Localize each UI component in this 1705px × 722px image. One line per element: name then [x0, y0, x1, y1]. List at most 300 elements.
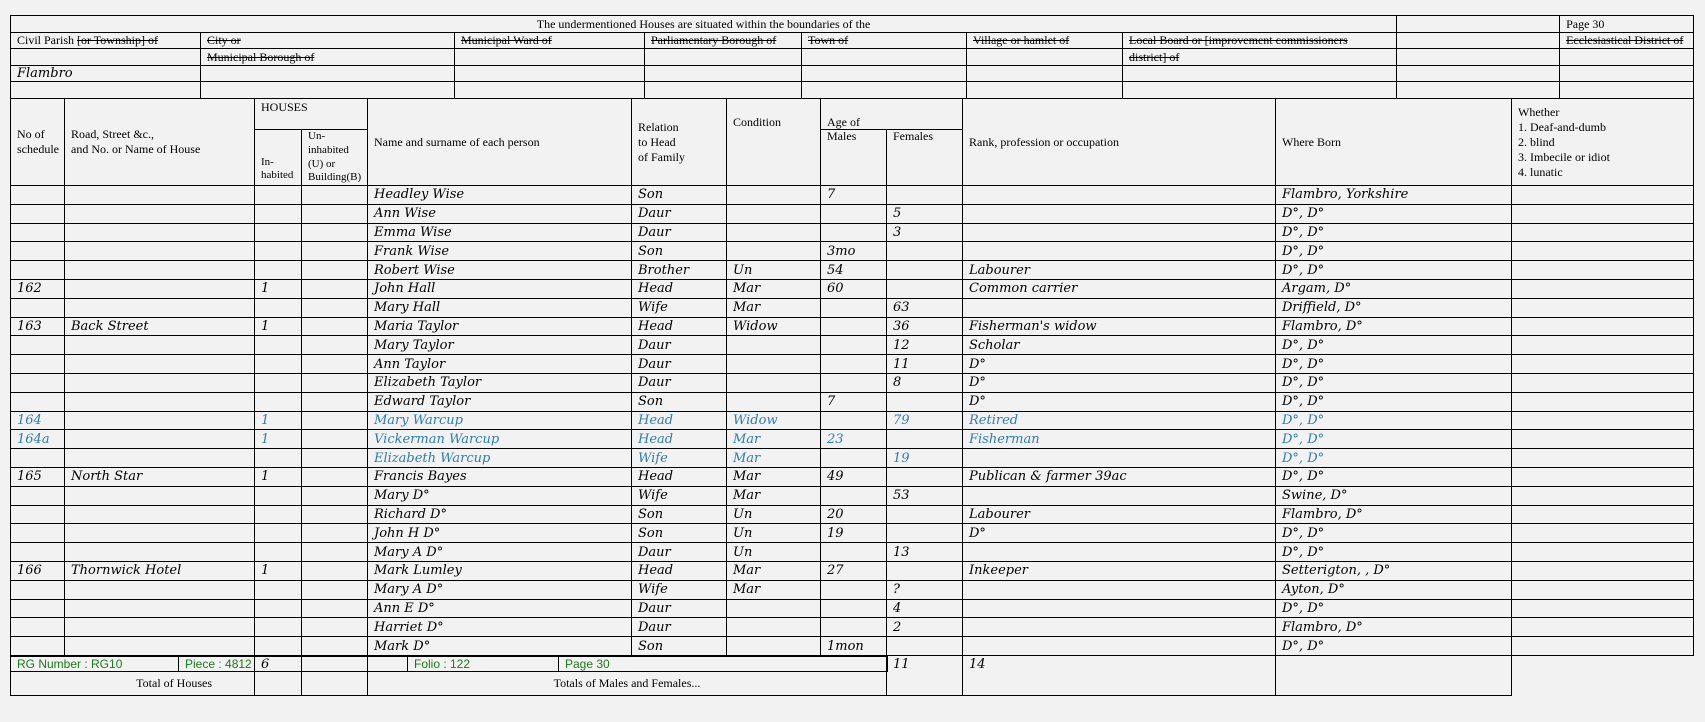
table-row — [11, 279, 1694, 298]
female-age-cell: 13 — [887, 543, 963, 562]
schedule-cell — [11, 449, 65, 468]
condition-cell: Mar — [727, 449, 821, 468]
blank-cell — [1560, 65, 1694, 82]
blank-cell — [1512, 655, 1694, 695]
road-cell — [65, 411, 255, 430]
condition-cell — [727, 618, 821, 637]
col-born-header: Where Born — [1276, 99, 1512, 186]
uninhabited-cell — [302, 599, 368, 618]
inhabited-cell — [255, 336, 302, 355]
table-row — [11, 580, 1694, 599]
inhabited-cell: 1 — [255, 279, 302, 298]
inhabited-cell — [255, 298, 302, 317]
occupation-cell — [963, 599, 1276, 618]
local-board-label: Local Board or [improvement commissioners — [1123, 32, 1397, 49]
female-age-cell — [887, 430, 963, 449]
birthplace-cell: D°, D° — [1276, 336, 1512, 355]
table-row — [11, 449, 1694, 468]
person-name: Vickerman Warcup — [368, 430, 632, 449]
condition-cell — [727, 204, 821, 223]
municipal-borough-label: Municipal Borough of — [201, 49, 455, 66]
table-row — [11, 599, 1694, 618]
female-age-cell: 36 — [887, 317, 963, 336]
person-name: John Hall — [368, 279, 632, 298]
footer-page-number: Page 30 — [559, 657, 888, 672]
table-row — [11, 486, 1694, 505]
condition-cell: Widow — [727, 317, 821, 336]
municipal-ward-label: Municipal Ward of — [455, 32, 645, 49]
schedule-cell — [11, 336, 65, 355]
relation-cell: Daur — [632, 336, 727, 355]
blank-cell — [645, 82, 802, 99]
condition-cell — [727, 186, 821, 205]
inhabited-cell — [255, 242, 302, 261]
occupation-cell — [963, 186, 1276, 205]
condition-cell: Un — [727, 261, 821, 280]
col-condition-header: Condition — [727, 99, 821, 186]
male-age-cell: 23 — [821, 430, 887, 449]
occupation-cell: Fisherman's widow — [963, 317, 1276, 336]
birthplace-cell: Argam, D° — [1276, 279, 1512, 298]
relation-cell: Daur — [632, 355, 727, 374]
condition-cell: Mar — [727, 430, 821, 449]
uninhabited-cell — [302, 336, 368, 355]
birthplace-cell: Flambro, D° — [1276, 505, 1512, 524]
blank-cell — [11, 49, 201, 66]
disability-cell — [1512, 449, 1694, 468]
female-age-cell — [887, 186, 963, 205]
inhabited-cell — [255, 373, 302, 392]
relation-cell: Daur — [632, 223, 727, 242]
page-number: Page 30 — [1560, 16, 1694, 33]
table-row — [11, 618, 1694, 637]
road-cell — [65, 637, 255, 656]
blank-cell — [645, 65, 802, 82]
female-age-cell: 2 — [887, 618, 963, 637]
birthplace-cell: Driffield, D° — [1276, 298, 1512, 317]
person-name: Elizabeth Taylor — [368, 373, 632, 392]
table-row — [11, 317, 1694, 336]
inhabited-cell — [255, 580, 302, 599]
road-cell — [65, 543, 255, 562]
female-age-cell — [887, 467, 963, 486]
table-row — [11, 204, 1694, 223]
male-age-cell: 7 — [821, 392, 887, 411]
road-cell — [65, 599, 255, 618]
road-cell — [65, 430, 255, 449]
road-cell: North Star — [65, 467, 255, 486]
occupation-cell: D° — [963, 373, 1276, 392]
total-mf-label: Totals of Males and Females... — [368, 655, 887, 695]
female-age-cell: 12 — [887, 336, 963, 355]
person-name: Mary D° — [368, 486, 632, 505]
person-name: Harriet D° — [368, 618, 632, 637]
inhabited-cell: 1 — [255, 561, 302, 580]
table-row — [11, 223, 1694, 242]
uninhabited-cell — [302, 279, 368, 298]
relation-cell: Wife — [632, 449, 727, 468]
disability-cell — [1512, 543, 1694, 562]
blank-cell — [802, 49, 967, 66]
male-age-cell — [821, 599, 887, 618]
female-age-cell — [887, 392, 963, 411]
person-name: Mark Lumley — [368, 561, 632, 580]
col-road-header: Road, Street &c., and No. or Name of House — [65, 99, 255, 186]
relation-cell: Wife — [632, 486, 727, 505]
birthplace-cell: Flambro, Yorkshire — [1276, 186, 1512, 205]
road-cell — [65, 261, 255, 280]
blank-cell — [11, 82, 201, 99]
schedule-cell — [11, 524, 65, 543]
uninhabited-cell — [302, 204, 368, 223]
relation-cell: Wife — [632, 298, 727, 317]
uninhabited-cell — [302, 242, 368, 261]
birthplace-cell: D°, D° — [1276, 223, 1512, 242]
birthplace-cell: Flambro, D° — [1276, 618, 1512, 637]
col-uninhabited-header: Un- inhabited (U) or Building(B) — [302, 130, 368, 186]
birthplace-cell: D°, D° — [1276, 599, 1512, 618]
person-name: Francis Bayes — [368, 467, 632, 486]
col-schedule-header: No of schedule — [11, 99, 65, 186]
uninhabited-cell — [302, 524, 368, 543]
birthplace-cell: Ayton, D° — [1276, 580, 1512, 599]
road-cell — [65, 618, 255, 637]
relation-cell: Head — [632, 317, 727, 336]
occupation-cell — [963, 204, 1276, 223]
female-age-cell: 4 — [887, 599, 963, 618]
condition-cell: Mar — [727, 580, 821, 599]
occupation-cell — [963, 223, 1276, 242]
occupation-cell: D° — [963, 355, 1276, 374]
disability-cell — [1512, 505, 1694, 524]
disability-cell — [1512, 298, 1694, 317]
disability-cell — [1512, 599, 1694, 618]
occupation-cell: D° — [963, 524, 1276, 543]
schedule-cell — [11, 599, 65, 618]
road-cell — [65, 449, 255, 468]
inhabited-cell — [255, 261, 302, 280]
blank-cell — [645, 49, 802, 66]
road-cell — [65, 580, 255, 599]
occupation-cell — [963, 637, 1276, 656]
person-name: Mary A D° — [368, 543, 632, 562]
blank-cell — [1560, 49, 1694, 66]
blank-cell — [1560, 82, 1694, 99]
uninhabited-cell — [302, 261, 368, 280]
schedule-cell: 166 — [11, 561, 65, 580]
schedule-cell: 164 — [11, 411, 65, 430]
condition-cell: Mar — [727, 298, 821, 317]
ecclesiastical-district-label: Ecclesiastical District of — [1560, 32, 1694, 49]
male-age-cell — [821, 355, 887, 374]
disability-cell — [1512, 373, 1694, 392]
schedule-cell — [11, 355, 65, 374]
village-hamlet-label: Village or hamlet of — [967, 32, 1123, 49]
person-name: Mary Taylor — [368, 336, 632, 355]
condition-cell — [727, 336, 821, 355]
uninhabited-cell — [302, 355, 368, 374]
condition-cell — [727, 599, 821, 618]
condition-cell: Un — [727, 543, 821, 562]
occupation-cell — [963, 242, 1276, 261]
birthplace-cell: Setterigton, , D° — [1276, 561, 1512, 580]
table-row — [11, 392, 1694, 411]
occupation-cell: Inkeeper — [963, 561, 1276, 580]
inhabited-cell — [255, 355, 302, 374]
male-age-cell — [821, 486, 887, 505]
schedule-cell: 164a — [11, 430, 65, 449]
uninhabited-cell — [302, 580, 368, 599]
occupation-cell: Retired — [963, 411, 1276, 430]
birthplace-cell: D°, D° — [1276, 411, 1512, 430]
schedule-cell — [11, 486, 65, 505]
occupation-cell: Labourer — [963, 505, 1276, 524]
schedule-cell — [11, 298, 65, 317]
male-age-cell — [821, 317, 887, 336]
table-row — [11, 505, 1694, 524]
female-age-cell — [887, 261, 963, 280]
disability-cell — [1512, 336, 1694, 355]
female-age-cell — [887, 279, 963, 298]
inhabited-cell: 1 — [255, 467, 302, 486]
total-females-value: 14 — [963, 655, 1276, 695]
female-age-cell — [887, 637, 963, 656]
city-or-label: City or — [201, 32, 455, 49]
relation-cell: Head — [632, 279, 727, 298]
uninhabited-cell — [302, 449, 368, 468]
town-of-label: Town of — [802, 32, 967, 49]
schedule-cell — [11, 223, 65, 242]
table-row — [11, 561, 1694, 580]
parliamentary-borough-label: Parliamentary Borough of — [645, 32, 802, 49]
male-age-cell — [821, 411, 887, 430]
schedule-cell — [11, 637, 65, 656]
table-row — [11, 355, 1694, 374]
road-cell — [65, 373, 255, 392]
male-age-cell: 49 — [821, 467, 887, 486]
female-age-cell: 53 — [887, 486, 963, 505]
occupation-cell: Scholar — [963, 336, 1276, 355]
uninhabited-cell — [302, 223, 368, 242]
person-name: Mark D° — [368, 637, 632, 656]
schedule-cell — [11, 505, 65, 524]
condition-cell: Mar — [727, 467, 821, 486]
schedule-cell — [11, 392, 65, 411]
birthplace-cell: D°, D° — [1276, 242, 1512, 261]
col-age-header: Age of — [821, 99, 963, 130]
blank-cell — [1123, 82, 1397, 99]
disability-cell — [1512, 204, 1694, 223]
blank-cell — [201, 82, 455, 99]
road-cell — [65, 336, 255, 355]
road-cell — [65, 186, 255, 205]
blank-cell — [1397, 49, 1560, 66]
schedule-cell — [11, 580, 65, 599]
person-name: Robert Wise — [368, 261, 632, 280]
census-table — [10, 98, 1694, 696]
inhabited-cell — [255, 599, 302, 618]
condition-cell: Mar — [727, 561, 821, 580]
female-age-cell — [887, 242, 963, 261]
total-houses-value: 6 — [255, 655, 302, 695]
col-inhabited-header: In- habited — [255, 130, 302, 186]
condition-cell: Un — [727, 524, 821, 543]
blank-cell — [802, 82, 967, 99]
table-row — [11, 411, 1694, 430]
female-age-cell: 3 — [887, 223, 963, 242]
disability-cell — [1512, 242, 1694, 261]
road-cell — [65, 279, 255, 298]
male-age-cell: 20 — [821, 505, 887, 524]
male-age-cell — [821, 543, 887, 562]
birthplace-cell: D°, D° — [1276, 392, 1512, 411]
male-age-cell — [821, 204, 887, 223]
total-houses-label: Total of Houses — [11, 655, 255, 695]
piece-number: Piece : 4812 — [179, 657, 408, 672]
road-cell — [65, 298, 255, 317]
occupation-cell — [963, 298, 1276, 317]
schedule-cell — [11, 618, 65, 637]
reference-footer — [10, 656, 888, 672]
uninhabited-cell — [302, 561, 368, 580]
female-age-cell — [887, 505, 963, 524]
inhabited-cell — [255, 392, 302, 411]
inhabited-cell — [255, 524, 302, 543]
condition-cell — [727, 392, 821, 411]
male-age-cell — [821, 618, 887, 637]
table-row — [11, 430, 1694, 449]
inhabited-cell: 1 — [255, 317, 302, 336]
disability-cell — [1512, 355, 1694, 374]
occupation-cell: Publican & farmer 39ac — [963, 467, 1276, 486]
blank-cell — [967, 65, 1123, 82]
road-cell: Thornwick Hotel — [65, 561, 255, 580]
person-name: Richard D° — [368, 505, 632, 524]
blank-cell — [1276, 655, 1512, 695]
relation-cell: Son — [632, 186, 727, 205]
folio-number: Folio : 122 — [408, 657, 559, 672]
col-males-header: Males — [821, 130, 887, 186]
schedule-cell — [11, 242, 65, 261]
col-name-header: Name and surname of each person — [368, 99, 632, 186]
person-name: Frank Wise — [368, 242, 632, 261]
birthplace-cell: D°, D° — [1276, 467, 1512, 486]
relation-cell: Son — [632, 637, 727, 656]
birthplace-cell: Swine, D° — [1276, 486, 1512, 505]
male-age-cell — [821, 580, 887, 599]
table-row — [11, 298, 1694, 317]
parish-value: Flambro — [11, 65, 201, 82]
relation-cell: Daur — [632, 543, 727, 562]
male-age-cell — [821, 298, 887, 317]
female-age-cell: 63 — [887, 298, 963, 317]
person-name: John H D° — [368, 524, 632, 543]
uninhabited-cell — [302, 618, 368, 637]
condition-cell — [727, 373, 821, 392]
uninhabited-cell — [302, 411, 368, 430]
relation-cell: Wife — [632, 580, 727, 599]
uninhabited-cell — [302, 637, 368, 656]
female-age-cell: 8 — [887, 373, 963, 392]
occupation-cell — [963, 486, 1276, 505]
table-row — [11, 637, 1694, 656]
local-board-district-label: district] of — [1123, 49, 1397, 66]
condition-cell: Mar — [727, 279, 821, 298]
uninhabited-cell — [302, 186, 368, 205]
birthplace-cell: D°, D° — [1276, 543, 1512, 562]
uninhabited-cell — [302, 430, 368, 449]
birthplace-cell: Flambro, D° — [1276, 317, 1512, 336]
disability-cell — [1512, 561, 1694, 580]
schedule-cell — [11, 204, 65, 223]
uninhabited-cell — [302, 373, 368, 392]
male-age-cell: 7 — [821, 186, 887, 205]
col-relation-header: Relation to Head of Family — [632, 99, 727, 186]
schedule-cell — [11, 543, 65, 562]
inhabited-cell — [255, 505, 302, 524]
birthplace-cell: D°, D° — [1276, 261, 1512, 280]
birthplace-cell: D°, D° — [1276, 373, 1512, 392]
female-age-cell: ? — [887, 580, 963, 599]
inhabited-cell: 1 — [255, 430, 302, 449]
male-age-cell — [821, 373, 887, 392]
female-age-cell: 11 — [887, 355, 963, 374]
blank-cell — [967, 49, 1123, 66]
civil-parish-label: Civil Parish [or Township] of — [11, 32, 201, 49]
table-row — [11, 242, 1694, 261]
col-disability-header: Whether 1. Deaf-and-dumb 2. blind 3. Imbecile or idiot 4. lunatic — [1512, 99, 1694, 186]
relation-cell: Daur — [632, 618, 727, 637]
relation-cell: Son — [632, 392, 727, 411]
occupation-cell: Labourer — [963, 261, 1276, 280]
female-age-cell — [887, 561, 963, 580]
inhabited-cell: 1 — [255, 411, 302, 430]
road-cell — [65, 524, 255, 543]
disability-cell — [1512, 261, 1694, 280]
condition-cell — [727, 637, 821, 656]
occupation-cell — [963, 618, 1276, 637]
male-age-cell — [821, 449, 887, 468]
uninhabited-cell — [302, 317, 368, 336]
inhabited-cell — [255, 486, 302, 505]
road-cell — [65, 223, 255, 242]
person-name: Ann Taylor — [368, 355, 632, 374]
disability-cell — [1512, 279, 1694, 298]
disability-cell — [1512, 430, 1694, 449]
birthplace-cell: D°, D° — [1276, 637, 1512, 656]
condition-cell — [727, 223, 821, 242]
person-name: Mary Hall — [368, 298, 632, 317]
uninhabited-cell — [302, 543, 368, 562]
rg-number: RG Number : RG10 — [11, 657, 179, 672]
road-cell — [65, 505, 255, 524]
uninhabited-cell — [302, 467, 368, 486]
table-row — [11, 336, 1694, 355]
birthplace-cell: D°, D° — [1276, 449, 1512, 468]
disability-cell — [1512, 486, 1694, 505]
district-header-table — [10, 15, 1694, 99]
disability-cell — [1512, 392, 1694, 411]
inhabited-cell — [255, 543, 302, 562]
uninhabited-cell — [302, 298, 368, 317]
inhabited-cell — [255, 186, 302, 205]
female-age-cell: 5 — [887, 204, 963, 223]
disability-cell — [1512, 223, 1694, 242]
blank-cell — [1397, 65, 1560, 82]
person-name: Mary A D° — [368, 580, 632, 599]
relation-cell: Daur — [632, 373, 727, 392]
person-name: Edward Taylor — [368, 392, 632, 411]
